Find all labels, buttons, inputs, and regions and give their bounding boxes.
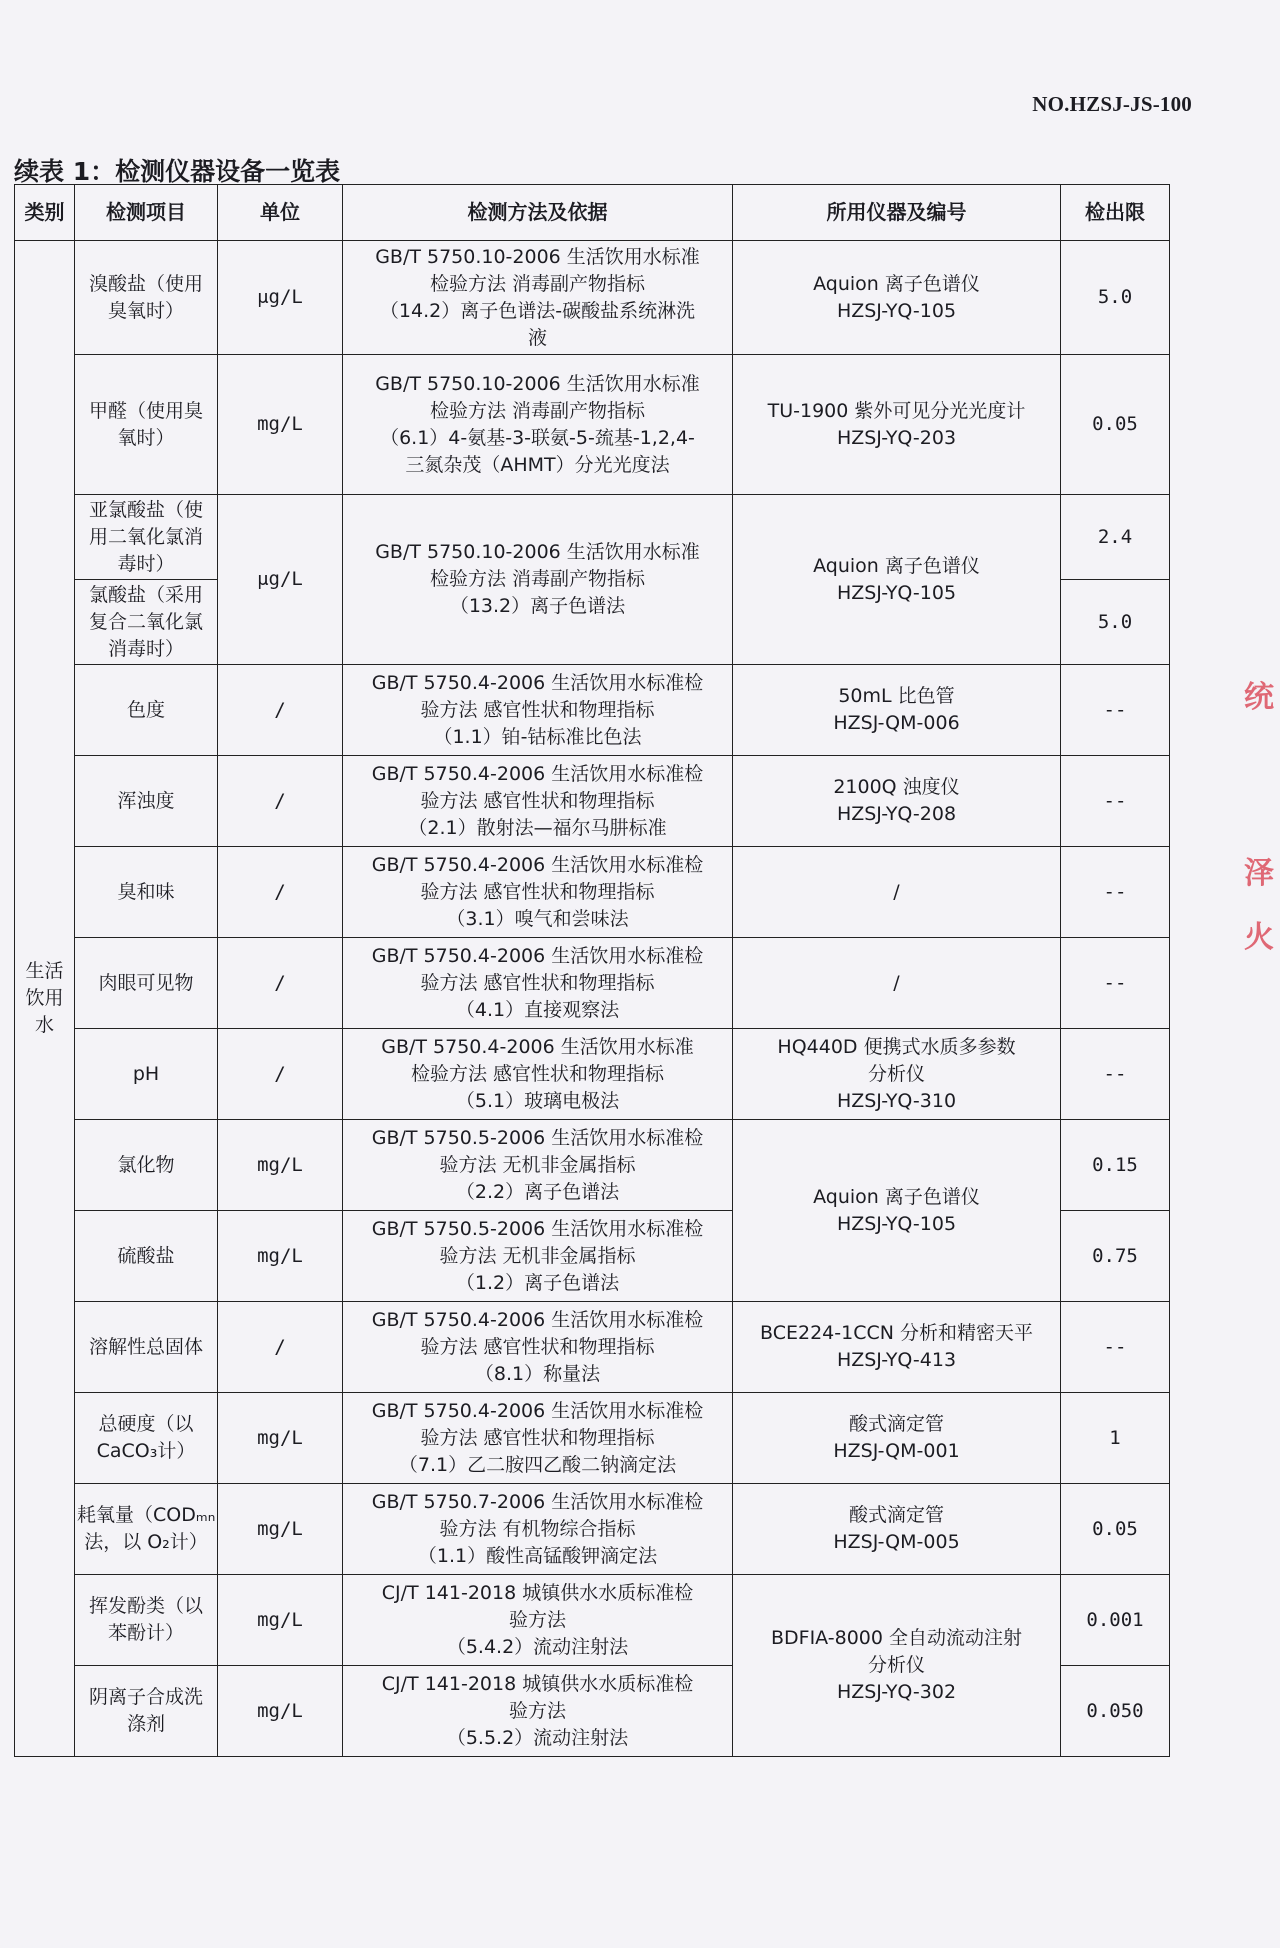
document-number: NO.HZSJ-JS-100	[1032, 92, 1192, 116]
equipment-cell: 酸式滴定管 HZSJ-QM-005	[733, 1484, 1061, 1575]
header-unit: 单位	[218, 185, 343, 241]
limit-cell: 0.05	[1061, 1484, 1170, 1575]
table-row	[15, 355, 1170, 495]
method-cell: GB/T 5750.5-2006 生活饮用水标准检 验方法 无机非金属指标 （1.2）离子色谱法	[343, 1211, 733, 1302]
unit-cell: mg/L	[218, 1120, 343, 1211]
item-cell: pH	[75, 1029, 218, 1120]
item-cell: 肉眼可见物	[75, 938, 218, 1029]
item-cell: 亚氯酸盐（使 用二氧化氯消 毒时）	[75, 495, 218, 580]
red-stamp-fragment: 火	[1244, 920, 1274, 955]
limit-cell: 2.4	[1061, 495, 1170, 580]
unit-cell: mg/L	[218, 1393, 343, 1484]
equipment-cell: 50mL 比色管 HZSJ-QM-006	[733, 665, 1061, 756]
item-cell: 浑浊度	[75, 756, 218, 847]
item-cell: 氯酸盐（采用 复合二氧化氯 消毒时）	[75, 580, 218, 665]
equipment-cell: 酸式滴定管 HZSJ-QM-001	[733, 1393, 1061, 1484]
item-cell: 总硬度（以 CaCO₃计）	[75, 1393, 218, 1484]
unit-cell: μg/L	[218, 241, 343, 355]
table-row	[15, 1302, 1170, 1393]
unit-cell: /	[218, 665, 343, 756]
limit-cell: 5.0	[1061, 580, 1170, 665]
method-cell: GB/T 5750.5-2006 生活饮用水标准检 验方法 无机非金属指标 （2.2）离子色谱法	[343, 1120, 733, 1211]
table-row	[15, 938, 1170, 1029]
limit-cell: 0.75	[1061, 1211, 1170, 1302]
item-cell: 溶解性总固体	[75, 1302, 218, 1393]
method-cell: GB/T 5750.10-2006 生活饮用水标准 检验方法 消毒副产物指标 （6.1）4-氨基-3-联氨-5-巯基-1,2,4- 三氮杂茂（AHMT）分光光度法	[343, 355, 733, 495]
unit-cell: /	[218, 938, 343, 1029]
method-cell: GB/T 5750.10-2006 生活饮用水标准 检验方法 消毒副产物指标 （14.2）离子色谱法-碳酸盐系统淋洗 液	[343, 241, 733, 355]
method-cell: GB/T 5750.7-2006 生活饮用水标准检 验方法 有机物综合指标 （1.1）酸性高锰酸钾滴定法	[343, 1484, 733, 1575]
red-stamp-fragment: 统	[1244, 680, 1274, 715]
unit-cell: mg/L	[218, 355, 343, 495]
table-row	[15, 1393, 1170, 1484]
equipment-cell: Aquion 离子色谱仪 HZSJ-YQ-105	[733, 1120, 1061, 1302]
limit-cell: 0.15	[1061, 1120, 1170, 1211]
unit-cell: mg/L	[218, 1575, 343, 1666]
item-cell: 挥发酚类（以 苯酚计）	[75, 1575, 218, 1666]
method-cell: GB/T 5750.4-2006 生活饮用水标准检 验方法 感官性状和物理指标 （3.1）嗅气和尝味法	[343, 847, 733, 938]
equipment-cell: BCE224-1CCN 分析和精密天平 HZSJ-YQ-413	[733, 1302, 1061, 1393]
table-row	[15, 665, 1170, 756]
limit-cell: 1	[1061, 1393, 1170, 1484]
table-row	[15, 1484, 1170, 1575]
limit-cell: 0.05	[1061, 355, 1170, 495]
unit-cell: mg/L	[218, 1211, 343, 1302]
table-row	[15, 495, 1170, 580]
header-item: 检测项目	[75, 185, 218, 241]
limit-cell: 0.050	[1061, 1666, 1170, 1757]
category-cell: 生活 饮用水	[15, 241, 75, 1757]
item-cell: 溴酸盐（使用 臭氧时）	[75, 241, 218, 355]
limit-cell: --	[1061, 938, 1170, 1029]
instrument-table	[14, 184, 1170, 1757]
equipment-cell: 2100Q 浊度仪 HZSJ-YQ-208	[733, 756, 1061, 847]
unit-cell: μg/L	[218, 495, 343, 665]
unit-cell: mg/L	[218, 1484, 343, 1575]
table-row	[15, 847, 1170, 938]
method-cell: GB/T 5750.10-2006 生活饮用水标准 检验方法 消毒副产物指标 （13.2）离子色谱法	[343, 495, 733, 665]
unit-cell: /	[218, 1302, 343, 1393]
table-header-row	[15, 185, 1170, 241]
limit-cell: --	[1061, 756, 1170, 847]
method-cell: GB/T 5750.4-2006 生活饮用水标准检 验方法 感官性状和物理指标 （2.1）散射法—福尔马肼标准	[343, 756, 733, 847]
header-category: 类别	[15, 185, 75, 241]
item-cell: 氯化物	[75, 1120, 218, 1211]
equipment-cell: HQ440D 便携式水质多参数 分析仪 HZSJ-YQ-310	[733, 1029, 1061, 1120]
limit-cell: 0.001	[1061, 1575, 1170, 1666]
method-cell: CJ/T 141-2018 城镇供水水质标准检 验方法 （5.5.2）流动注射法	[343, 1666, 733, 1757]
table-row	[15, 1029, 1170, 1120]
item-cell: 色度	[75, 665, 218, 756]
unit-cell: /	[218, 847, 343, 938]
table-row	[15, 1120, 1170, 1211]
item-cell: 耗氧量（CODₘₙ 法，以 O₂计）	[75, 1484, 218, 1575]
table-caption: 续表 1：检测仪器设备一览表	[14, 157, 341, 186]
method-cell: GB/T 5750.4-2006 生活饮用水标准 检验方法 感官性状和物理指标 （5.1）玻璃电极法	[343, 1029, 733, 1120]
unit-cell: /	[218, 1029, 343, 1120]
equipment-cell: Aquion 离子色谱仪 HZSJ-YQ-105	[733, 495, 1061, 665]
item-cell: 硫酸盐	[75, 1211, 218, 1302]
red-stamp-fragment: 泽	[1244, 856, 1274, 891]
method-cell: GB/T 5750.4-2006 生活饮用水标准检 验方法 感官性状和物理指标 （1.1）铂-钴标准比色法	[343, 665, 733, 756]
unit-cell: /	[218, 756, 343, 847]
item-cell: 阴离子合成洗 涤剂	[75, 1666, 218, 1757]
equipment-cell: /	[733, 847, 1061, 938]
limit-cell: --	[1061, 1302, 1170, 1393]
item-cell: 甲醛（使用臭 氧时）	[75, 355, 218, 495]
method-cell: GB/T 5750.4-2006 生活饮用水标准检 验方法 感官性状和物理指标 （8.1）称量法	[343, 1302, 733, 1393]
equipment-cell: BDFIA-8000 全自动流动注射 分析仪 HZSJ-YQ-302	[733, 1575, 1061, 1757]
equipment-cell: Aquion 离子色谱仪 HZSJ-YQ-105	[733, 241, 1061, 355]
item-cell: 臭和味	[75, 847, 218, 938]
header-equipment: 所用仪器及编号	[733, 185, 1061, 241]
equipment-cell: /	[733, 938, 1061, 1029]
table-row	[15, 1575, 1170, 1666]
header-limit: 检出限	[1061, 185, 1170, 241]
header-method: 检测方法及依据	[343, 185, 733, 241]
limit-cell: 5.0	[1061, 241, 1170, 355]
unit-cell: mg/L	[218, 1666, 343, 1757]
limit-cell: --	[1061, 1029, 1170, 1120]
table-row	[15, 241, 1170, 355]
equipment-cell: TU-1900 紫外可见分光光度计 HZSJ-YQ-203	[733, 355, 1061, 495]
limit-cell: --	[1061, 847, 1170, 938]
method-cell: GB/T 5750.4-2006 生活饮用水标准检 验方法 感官性状和物理指标 （7.1）乙二胺四乙酸二钠滴定法	[343, 1393, 733, 1484]
method-cell: GB/T 5750.4-2006 生活饮用水标准检 验方法 感官性状和物理指标 （4.1）直接观察法	[343, 938, 733, 1029]
method-cell: CJ/T 141-2018 城镇供水水质标准检 验方法 （5.4.2）流动注射法	[343, 1575, 733, 1666]
table-row	[15, 756, 1170, 847]
limit-cell: --	[1061, 665, 1170, 756]
